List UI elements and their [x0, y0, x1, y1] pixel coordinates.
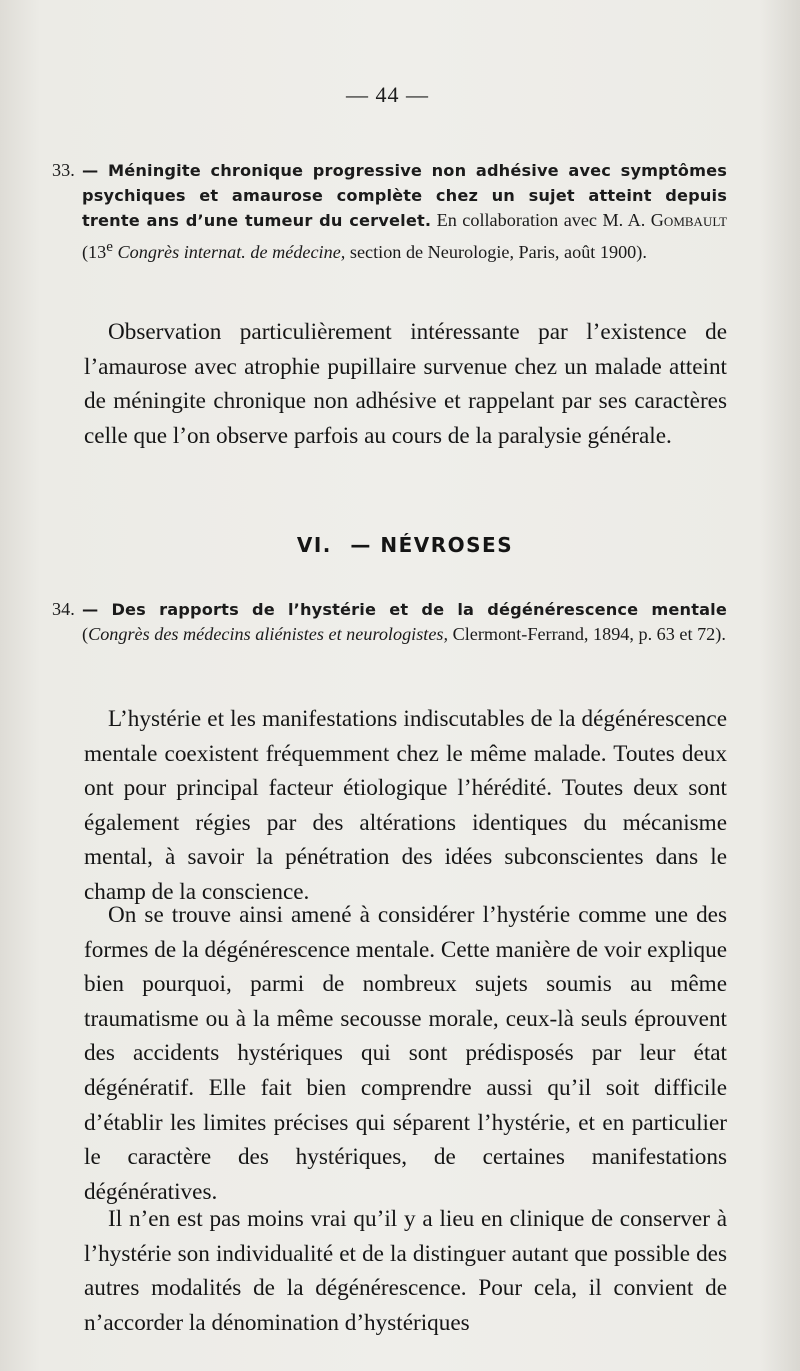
entry-number: 34.: [52, 599, 75, 619]
bibliography-entry-34: [52, 597, 727, 647]
entry-reference-rest: Clermont-Ferrand, 1894, p. 63 et 72).: [452, 624, 726, 645]
bibliography-entry-33: [52, 158, 728, 265]
paragraph-text: On se trouve ainsi amené à considérer l’hystérie comme une des formes de la dégénérescence mentale. Cette manière de voir explique bien pourquoi, parmi de nombreux sujets soumis au même traumatisme ou à la même secousse morale, ceux-là seuls éprouvent des accidents hystériques qui sont prédisposés par leur état dégénératif. Elle fait bien comprendre aussi qu’il soit difficile d’établir les limites précises qui séparent l’hystérie, et en particulier le caractère des hystériques, de certaines manifestations dégénératives.: [84, 902, 727, 1205]
paragraph-clinical: [84, 1202, 727, 1340]
entry-title: — Des rapports de l’hystérie et de la dégénérescence mentale: [82, 600, 727, 619]
page-number: — 44 —: [346, 82, 429, 107]
entry-collaboration: En collaboration avec M. A.: [436, 210, 646, 231]
entry-journal: Congrès des médecins aliénistes et neurologistes,: [88, 624, 449, 645]
entry-reference-rest: section de Neurologie, Paris, août 1900).: [349, 241, 647, 262]
entry-journal: Congrès internat. de médecine,: [117, 241, 346, 262]
entry-author: Gombault: [650, 210, 728, 231]
entry-title: — Méningite chronique progressive non adhésive avec symptômes psychiques et amaurose complète chez un sujet atteint depuis trente ans d’une tumeur du cervelet.: [82, 161, 727, 231]
entry-reference-open: (13: [82, 241, 107, 262]
section-title: — NÉVROSES: [350, 533, 514, 557]
paragraph-text: Observation particulièrement intéressante par l’existence de l’amaurose avec atrophie pupillaire survenue chez un malade atteint de méningite chronique non adhésive et rappelant par ses caractères celle que l’on observe parfois au cours de la paralysie générale.: [84, 319, 727, 449]
section-heading: [0, 533, 800, 557]
paragraph-hysteria: [84, 702, 727, 910]
paragraph-text: L’hystérie et les manifestations indiscutables de la dégénérescence mentale coexistent fréquemment chez le même malade. Toutes deux ont pour principal facteur étiologique l’hérédité. Toutes deux sont également régies par des altérations identiques du mécanisme mental, à savoir la pénétration des idées subconscientes dans le champ de la conscience.: [84, 706, 727, 905]
paragraph-observation: [84, 315, 727, 453]
entry-reference-open: (: [82, 624, 89, 645]
entry-reference-sup: e: [106, 237, 113, 255]
paragraph-text: Il n’en est pas moins vrai qu’il y a lieu en clinique de conserver à l’hystérie son individualité et de la distinguer autant que possible des autres modalités de la dégénérescence. Pour cela, il convient de n’accorder la dénomination d’hystériques: [84, 1206, 727, 1336]
paragraph-degeneration: [84, 898, 727, 1209]
entry-number: 33.: [52, 160, 75, 180]
section-numeral: VI.: [296, 533, 332, 557]
